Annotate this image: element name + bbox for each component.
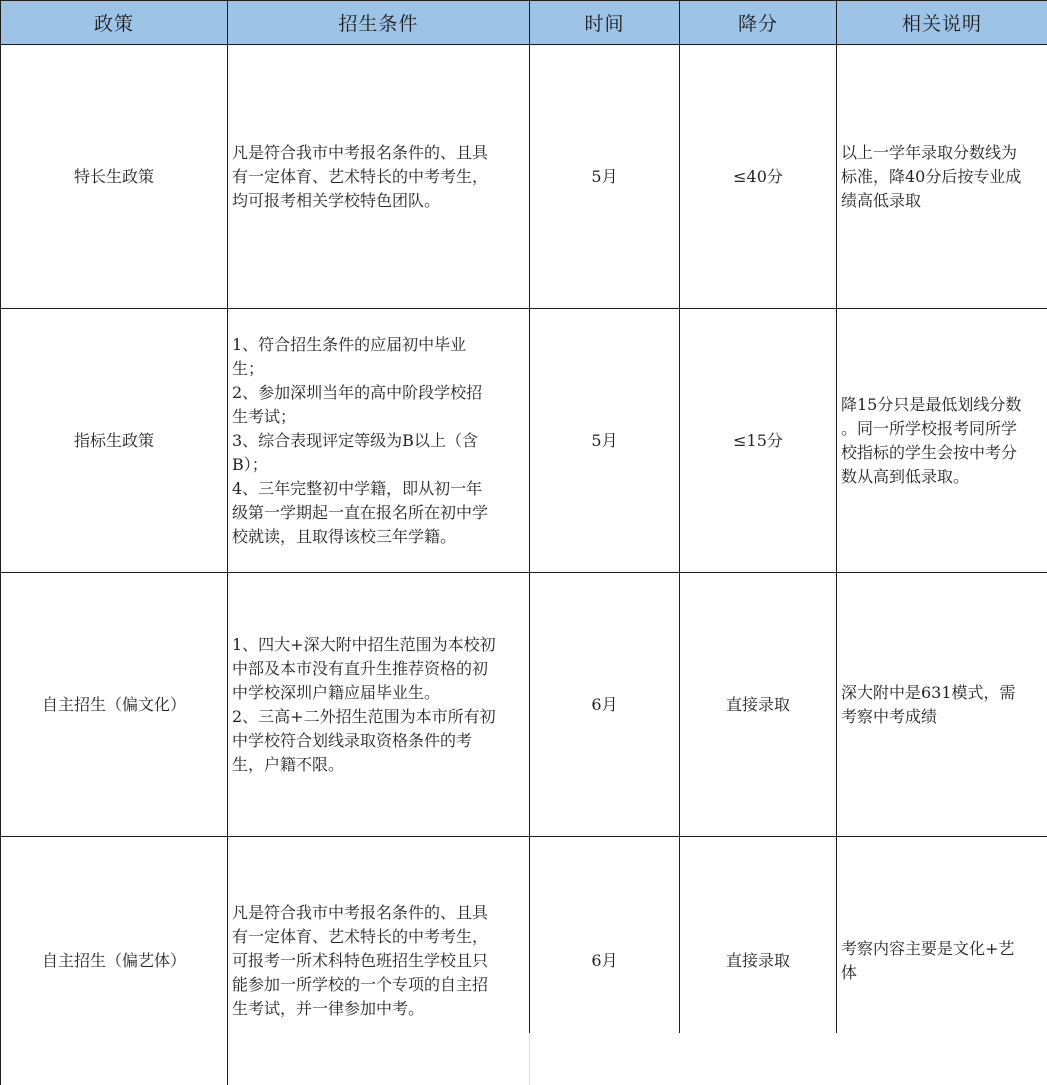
time-cell: 6月 [530,837,680,1085]
conditions-cell [228,837,530,1085]
conditions-line: 级第一学期起一直在报名所在初中学 [232,502,489,522]
policy-name-cell: 特长生政策 [1,45,228,309]
conditions-line: 3、综合表现评定等级为B以上（含 [232,430,478,450]
header-row [1,1,1047,45]
conditions-line: 校就读，且取得该校三年学籍。 [232,526,457,546]
conditions-line: B）； [232,454,268,474]
conditions-line: 中部及本市没有直升生推荐资格的初 [232,658,489,678]
notes-cell [837,309,1047,573]
conditions-line: 有一定体育、艺术特长的中考考生， [232,166,489,186]
notes-cell [837,837,1047,1085]
table-row [1,45,1047,309]
conditions-line: 可报考一所术科特色班招生学校且只 [232,951,489,970]
conditions-line: 生； [232,358,265,378]
conditions-line: 有一定体育、艺术特长的中考考生， [232,927,489,946]
score-drop-cell: 直接录取 [680,573,837,837]
header-time: 时间 [530,1,680,45]
conditions-cell [228,45,530,309]
conditions-line: 凡是符合我市中考报名条件的、且具 [232,903,489,922]
score-drop-cell: 直接录取 [680,837,837,1085]
conditions-line: 2、参加深圳当年的高中阶段学校招 [232,382,483,402]
conditions-line: 均可报考相关学校特色团队。 [232,190,441,210]
table-row [1,837,1047,1085]
notes-line: 绩高低录取 [841,190,922,210]
notes-line: 深大附中是631模式，需 [841,682,1016,702]
table-row [1,309,1047,573]
time-cell: 5月 [530,45,680,309]
conditions-line: 1、符合招生条件的应届初中毕业 [232,334,467,354]
header-notes: 相关说明 [837,1,1047,45]
policy-name-cell: 指标生政策 [1,309,228,573]
conditions-line: 生考试，并一律参加中考。 [232,999,425,1018]
conditions-line: 生考试； [232,406,297,426]
notes-line: 降15分只是最低划线分数 [841,394,1022,414]
notes-line: 考察内容主要是文化+艺 [841,939,1015,958]
conditions-line: 2、三高+二外招生范围为本市所有初 [232,706,496,726]
conditions-line: 凡是符合我市中考报名条件的、且具 [232,142,489,162]
header-conditions: 招生条件 [228,1,530,45]
notes-cell [837,573,1047,837]
conditions-line: 中学校深圳户籍应届毕业生。 [232,682,441,702]
notes-line: 体 [841,963,858,982]
notes-line: 校指标的学生会按中考分 [841,442,1018,462]
conditions-line: 1、四大+深大附中招生范围为本校初 [232,634,496,654]
policy-name-cell: 自主招生（偏艺体） [1,837,228,1085]
time-cell: 5月 [530,309,680,573]
policy-name-cell: 自主招生（偏文化） [1,573,228,837]
conditions-line: 能参加一所学校的一个专项的自主招 [232,975,489,994]
conditions-line: 生，户籍不限。 [232,754,345,774]
notes-line: 。同一所学校报考同所学 [841,418,1018,438]
notes-line: 以上一学年录取分数线为 [841,142,1018,162]
time-cell: 6月 [530,573,680,837]
notes-line: 标准，降40分后按专业成 [841,166,1022,186]
conditions-line: 4、三年完整初中学籍，即从初一年 [232,478,483,498]
table-row [1,573,1047,837]
conditions-cell [228,573,530,837]
header-score-drop: 降分 [680,1,837,45]
conditions-cell [228,309,530,573]
notes-cell [837,45,1047,309]
conditions-line: 中学校符合划线录取资格条件的考 [232,730,473,750]
notes-line: 数从高到低录取。 [841,466,970,486]
score-drop-cell: ≤40分 [680,45,837,309]
score-drop-cell: ≤15分 [680,309,837,573]
header-policy: 政策 [1,1,228,45]
notes-line: 考察中考成绩 [841,706,938,726]
